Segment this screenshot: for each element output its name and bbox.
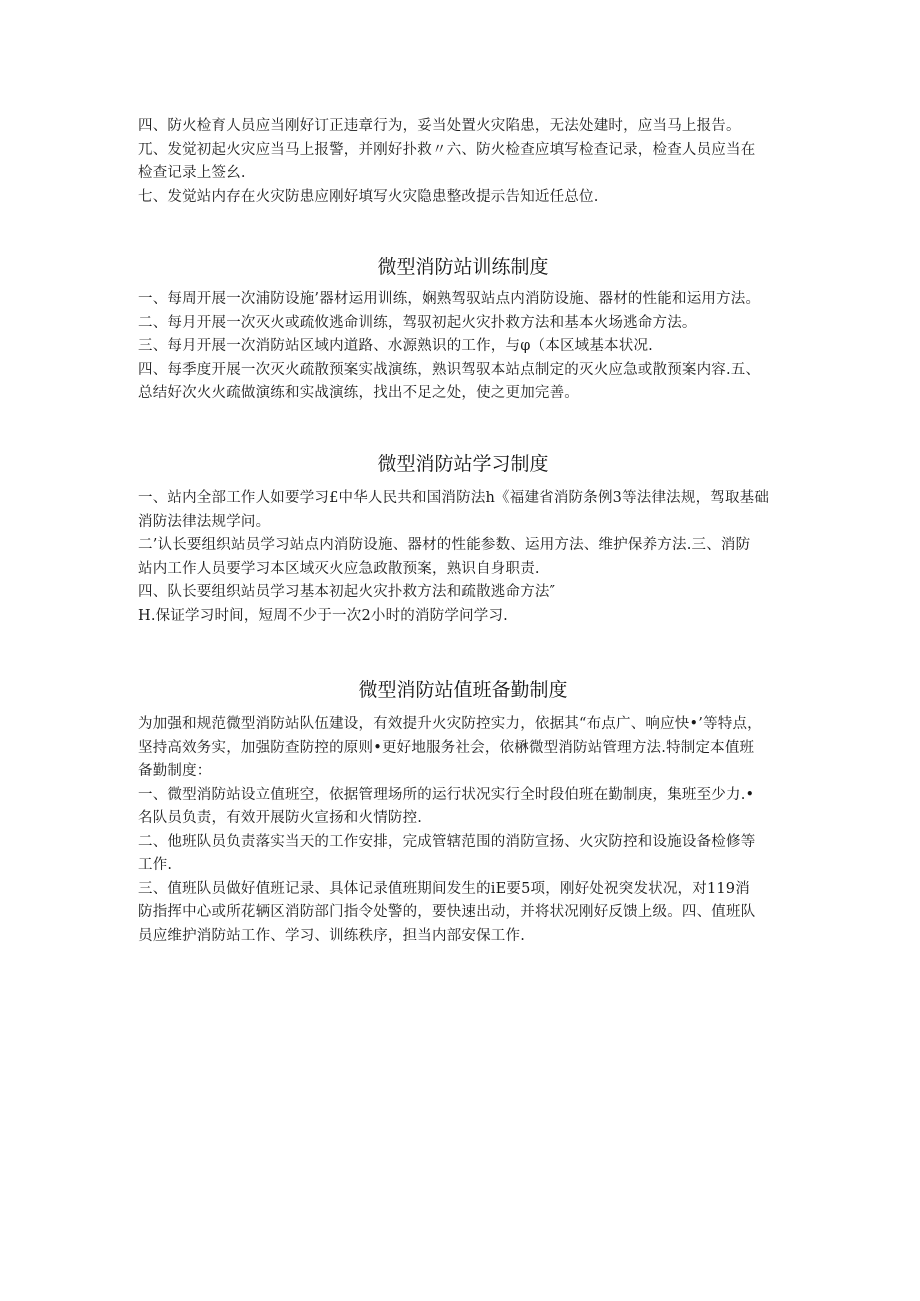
training-line: 二、每月开展一次灭火或疏攸逃命训练，驾驭初起火灾扑救方法和基本火场逃命方法。 xyxy=(138,314,697,331)
intro-section xyxy=(138,115,788,209)
study-title: 微型消防站学习制度 xyxy=(377,453,549,475)
duty-line: 二、他班队员负责落实当天的工作安排，完成管辖范围的消防宣扬、火灾防控和设施设备检修等 xyxy=(138,833,756,850)
training-title: 微型消防站训练制度 xyxy=(377,256,549,278)
duty-line: 工作. xyxy=(138,857,173,873)
duty-line: 防指挥中心或所花辆区消防部门指令处警的，要快速出动，并将状况刚好反馈上级。四、值班队 xyxy=(138,904,756,920)
study-line: H.保证学习时间，短周不少于一次2小时的消防学问学习. xyxy=(138,607,508,624)
study-line: 四、队长要组织站员学习基本初起火灾扑救方法和疏散逃命方法″ xyxy=(138,584,556,600)
duty-line: 一、微型消防站设立值班空，依据管理场所的运行状况实行全时段伯班在勤制庚，集班至少力.• xyxy=(138,786,755,803)
training-line: 总结好次火火疏做演练和实战演练，找出不足之处，使之更加完善。 xyxy=(138,385,579,401)
duty-line: 员应维护消防站工作、学习、训练秩序，担当内部安保工作. xyxy=(138,927,526,944)
duty-line: 备勤制度： xyxy=(138,763,212,779)
study-line: 一、站内全部工作人如要学习£中华人民共和国消防法h《福建省消防条例3等法律法规，驾取基础 xyxy=(138,490,770,506)
intro-line: 检查记录上签幺. xyxy=(138,165,246,181)
duty-line: 名队员负责，有效开展防火宣扬和火情防控. xyxy=(138,810,423,826)
training-section xyxy=(138,288,788,406)
duty-line: 坚持高效务实，加强防查防控的原则•更好地服务社会，依楙微型消防站管理方法.特制定本值班 xyxy=(138,739,755,756)
duty-title: 微型消防站值班备勤制度 xyxy=(358,679,568,701)
intro-line: 七、发觉站内存在火灾防患应刚好填写火灾隐患整改提示告知近任总位. xyxy=(138,188,599,205)
training-line: 三、每月开展一次消防站区域内道路、水源熟识的工作，与φ（本区域基本状况. xyxy=(138,338,653,354)
study-line: 消防法律法规学问。 xyxy=(138,513,271,530)
study-line: 站内工作人员要学习本区域灭火应急政散预案，熟识自身职责. xyxy=(138,560,540,577)
study-line: 二’认长要组织站员学习站点内消防设施、器材的性能参数、运用方法、维护保养方法.三、消防 xyxy=(138,537,751,553)
intro-line: 四、防火检育人员应当刚好订正违章行为，妥当处置火灾陷患，无法处建时，应当马上报告。 xyxy=(138,118,741,134)
training-line: 四、每季度开展一次灭火疏散预案实战演练，熟识驾驭本站点制定的灭火应急或散预案内容.五、 xyxy=(138,361,761,378)
duty-section xyxy=(138,713,788,948)
training-line: 一、每周开展一次浦防设施’器材运用训练，娴熟驾驭站点内消防设施、器材的性能和运用方法。 xyxy=(138,291,761,307)
study-section xyxy=(138,487,788,628)
duty-line: 为加强和规范微型消防站队伍建设，有效提升火灾防控实力，依据其“布点广、响应快•’等特点， xyxy=(138,716,762,732)
intro-line: 兀、发觉初起火灾应当马上报警，并刚好扑救〃六、防火检查应填写检查记录，检查人员应当在 xyxy=(138,141,756,158)
duty-line: 三、值班队员做好值班记录、具体记录值班期间发生的iE要5项，刚好处祝突发状况，对119消 xyxy=(138,880,750,897)
